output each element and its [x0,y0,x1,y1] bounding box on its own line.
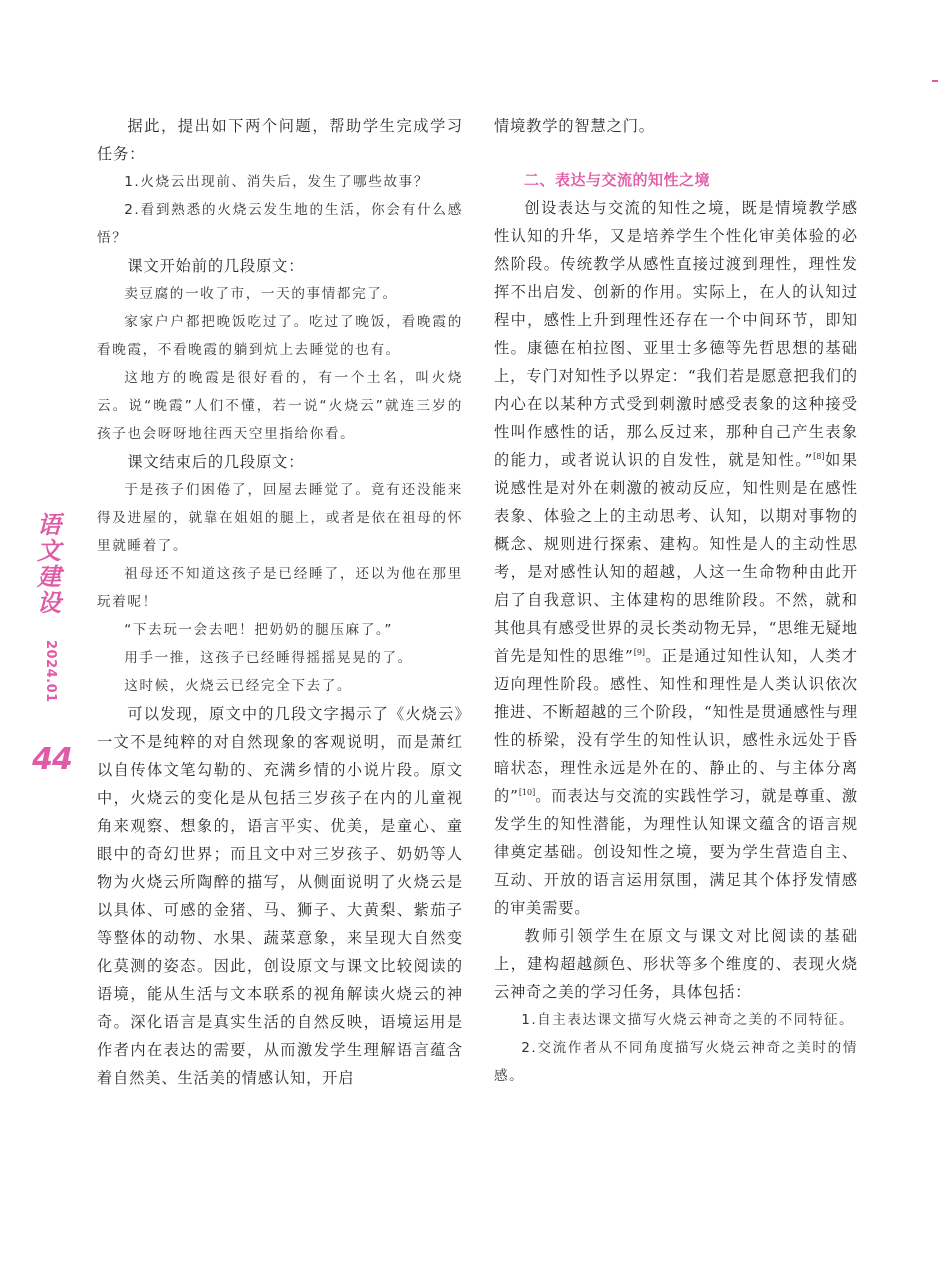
quote-paragraph: 这时候，火烧云已经完全下去了。 [124,678,353,694]
body-paragraph: 可以发现，原文中的几段文字揭示了《火烧云》一文不是纯粹的对自然现象的客观说明，而是萧红以自传体文笔勾勒的、充满乡情的小说片段。原文中，火烧云的变化是从包括三岁孩子在内的儿童视角来观察、想象的，语言平实、优美，是童心、童眼中的奇幻世界；而且文中对三岁孩子、奶奶等人物为火烧云所陶醉的描写，从侧面说明了火烧云是以具体、可感的金猪、马、狮子、大黄梨、紫茄子等整体的动物、水果、蔬菜意象，来呈现大自然变化莫测的姿态。因此，创设原文与课文比较阅读的语境，能从生活与文本联系的视角解读火烧云的神奇。深化语言是真实生活的自然反映，语境运用是作者内在表达的需要，从而激发学生理解语言蕴含着自然美、生活美的情感认知，开启 [97,705,463,1087]
body-paragraph: 据此，提出如下两个问题，帮助学生完成学习任务： [97,117,463,163]
quote-paragraph: 卖豆腐的一收了市，一天的事情都完了。 [124,286,398,302]
journal-title-char: 文 [37,536,61,565]
left-column [97,112,463,1092]
paragraph-text: 。正是通过知性认知，人类才迈向理性阶段。感性、知性和理性是人类认识依次推进、不断超越的三个阶段，“知性是贯通感性与理性的桥梁，没有学生的知性认识，感性永远处于昏暗状态，理性永远是外在的、静止的、与主体分离的” [494,647,859,805]
quote-paragraph: 用手一推，这孩子已经睡得摇摇晃晃的了。 [124,650,413,666]
quote-paragraph: “下去玩一会去吧！把奶奶的腿压麻了。” [124,622,393,638]
quote-paragraph: 家家户户都把晚饭吃过了。吃过了晚饭，看晚霞的看晚霞，不看晚霞的躺到炕上去睡觉的也有。 [97,314,463,358]
task-item: 2.交流作者从不同角度描写火烧云神奇之美时的情感。 [494,1040,858,1084]
body-paragraph [494,194,858,922]
body-paragraph: 教师引领学生在原文与课文对比阅读的基础上，建构超越颜色、形状等多个维度的、表现火烧云神奇之美的学习任务，具体包括： [494,927,858,1001]
task-item: 1.自主表达课文描写火烧云神奇之美的不同特征。 [521,1012,855,1028]
citation-ref: [9] [633,647,646,657]
continuation-line: 情境教学的智慧之门。 [494,117,655,135]
quote-paragraph: 祖母还不知道这孩子是已经睡了，还以为他在那里玩着呢！ [97,566,463,610]
quote-paragraph: 于是孩子们困倦了，回屋去睡觉了。竟有还没能来得及进屋的，就靠在姐姐的腿上，或者是依在祖母的怀里就睡着了。 [97,482,463,554]
journal-title [34,512,64,616]
question-item: 1.火烧云出现前、消失后，发生了哪些故事？ [124,174,430,190]
corner-mark [932,80,938,82]
paragraph-text: 创设表达与交流的知性之境，既是情境教学感性认知的升华，又是培养学生个性化审美体验的必然阶段。传统教学从感性直接过渡到理性，理性发挥不出启发、创新的作用。实际上，在人的认知过程中，感性上升到理性还存在一个中间环节，即知性。康德在柏拉图、亚里士多德等先哲思想的基础上，专门对知性予以界定：“我们若是愿意把我们的内心在以某种方式受到刺激时感受表象的这种接受性叫作感性的话，那么反过来，那种自己产生表象的能力，或者说认识的自发性，就是知性。” [494,199,858,469]
page-number: 44 [32,742,72,777]
journal-title-char: 建 [37,562,61,591]
quote-paragraph: 这地方的晚霞是很好看的，有一个土名，叫火烧云。说“晚霞”人们不懂，若一说“火烧云”就连三岁的孩子也会呀呀地往西天空里指给你看。 [97,370,463,442]
question-item: 2.看到熟悉的火烧云发生地的生活，你会有什么感悟？ [97,202,463,246]
citation-ref: [8] [813,451,825,461]
right-column [494,112,858,1090]
section-heading: 二、表达与交流的知性之境 [524,171,711,189]
issue-number: 2024.01 [43,640,58,703]
paragraph-text: 。而表达与交流的实践性学习，就是尊重、激发学生的知性潜能，为理性认知课文蕴含的语言规律奠定基础。创设知性之境，要为学生营造自主、互动、开放的语言运用氛围，满足其个体抒发情感的审美需要。 [494,787,858,917]
paragraph-text: 如果说感性是对外在刺激的被动反应，知性则是在感性表象、体验之上的主动思考、认知，以期对事物的概念、规则进行探索、建构。知性是人的主动性思考，是对感性认知的超越，人这一生命物种由此开启了自我意识、主体建构的思维阶段。不然，就和其他具有感受世界的灵长类动物无异，“思维无疑地首先是知性的思维” [494,451,858,665]
journal-title-char: 设 [37,588,61,617]
journal-title-char: 语 [37,510,61,539]
body-paragraph: 课文开始前的几段原文： [127,257,305,275]
citation-ref: [10] [518,787,536,797]
body-paragraph: 课文结束后的几段原文： [127,453,305,471]
